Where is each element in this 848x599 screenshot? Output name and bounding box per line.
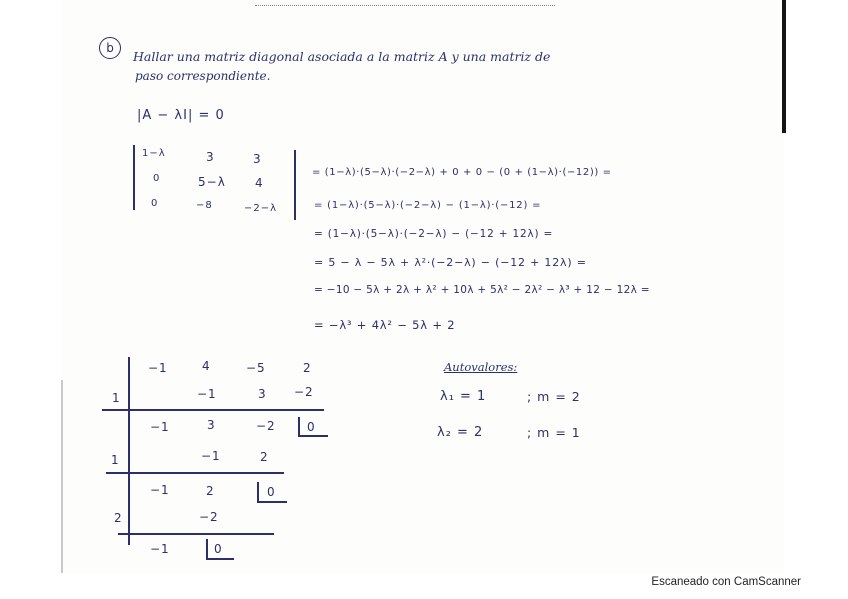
matrix-r2c2: 5−λ (198, 175, 226, 189)
ruffini-remainder-3: 0 (214, 542, 223, 556)
matrix-r1c3: 3 (253, 152, 262, 166)
ruffini-s1-product-1: −1 (197, 387, 217, 401)
ruffini-remainder-2-bottom (257, 501, 287, 503)
ruffini-root-3: 2 (114, 511, 123, 525)
ruffini-s3-result-1: −1 (150, 542, 170, 556)
eigenvalue-1: λ₁ = 1 (440, 389, 487, 404)
ruffini-s1-result-2: 3 (207, 418, 216, 432)
eigenvalue-2: λ₂ = 2 (437, 425, 484, 440)
ruffini-coef-2: 4 (202, 359, 211, 373)
ruffini-s2-product-2: 2 (260, 450, 269, 464)
ruffini-vertical-line (128, 357, 130, 545)
ruffini-divider-3 (118, 533, 274, 535)
expansion-line-5: = −10 − 5λ + 2λ + λ² + 10λ + 5λ² − 2λ² − λ³ + 12 − 12λ = (314, 284, 650, 296)
ruffini-remainder-3-left (206, 539, 208, 559)
ruffini-remainder-2: 0 (267, 485, 276, 499)
ruffini-s3-product-1: −2 (199, 510, 219, 524)
matrix-r1c2: 3 (206, 150, 215, 164)
ruffini-remainder-1-left (298, 417, 300, 436)
matrix-r1c1: 1−λ (142, 148, 166, 159)
problem-line-2: paso correspondiente. (135, 69, 271, 83)
ruffini-divider-2 (106, 472, 284, 474)
multiplicity-2: ; m = 1 (527, 425, 581, 440)
ruffini-s2-product-1: −1 (201, 449, 221, 463)
determinant-bar-right (294, 150, 296, 220)
ruffini-root-1: 1 (112, 391, 121, 405)
expansion-line-1: = (1−λ)·(5−λ)·(−2−λ) + 0 + 0 − (0 + (1−λ)·(−12)) = (312, 167, 612, 178)
top-edge-scribble (255, 0, 555, 6)
eigenvalues-heading: Autovalores: (444, 360, 518, 374)
expansion-line-4: = 5 − λ − 5λ + λ²·(−2−λ) − (−12 + 12λ) = (314, 256, 587, 269)
ruffini-root-2: 1 (111, 453, 120, 467)
ruffini-remainder-2-left (257, 482, 259, 502)
problem-line-1: Hallar una matriz diagonal asociada a la matriz A y una matriz de (133, 49, 551, 64)
matrix-r3c2: −8 (196, 200, 213, 211)
ruffini-s1-result-1: −1 (150, 420, 170, 434)
ruffini-coef-1: −1 (148, 361, 168, 375)
scanner-watermark: Escaneado con CamScanner (651, 576, 801, 588)
characteristic-equation: |A − λI| = 0 (137, 108, 225, 123)
expansion-line-2: = (1−λ)·(5−λ)·(−2−λ) − (1−λ)·(−12) = (314, 200, 542, 211)
matrix-r3c1: 0 (151, 198, 159, 209)
determinant-bar-left (133, 145, 135, 210)
ruffini-s1-product-3: −2 (294, 385, 314, 399)
ruffini-s1-result-3: −2 (256, 419, 276, 433)
ruffini-s2-result-1: −1 (150, 483, 170, 497)
ruffini-divider-1 (102, 409, 324, 411)
expansion-line-6: = −λ³ + 4λ² − 5λ + 2 (314, 318, 456, 332)
ruffini-s2-result-2: 2 (206, 484, 215, 498)
ruffini-remainder-1: 0 (307, 420, 316, 434)
matrix-r3c3: −2−λ (244, 203, 278, 214)
multiplicity-1: ; m = 2 (527, 389, 581, 404)
page-edge-shadow (782, 0, 786, 133)
page-left-edge (61, 380, 63, 573)
problem-letter: b (99, 37, 121, 59)
ruffini-s1-product-2: 3 (258, 387, 267, 401)
matrix-r2c1: 0 (153, 173, 161, 184)
ruffini-coef-3: −5 (246, 361, 266, 375)
matrix-r2c3: 4 (255, 176, 264, 190)
expansion-line-3: = (1−λ)·(5−λ)·(−2−λ) − (−12 + 12λ) = (314, 228, 554, 240)
ruffini-remainder-1-bottom (298, 435, 328, 437)
ruffini-coef-4: 2 (303, 361, 312, 375)
ruffini-remainder-3-bottom (206, 558, 234, 560)
